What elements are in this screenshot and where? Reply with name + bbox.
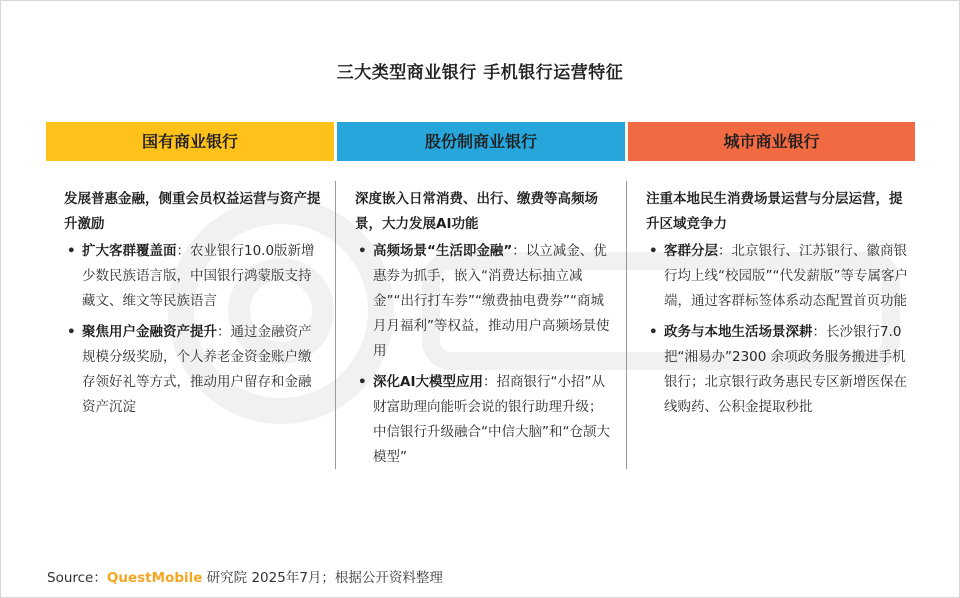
column-lead: 发展普惠金融，侧重会员权益运营与资产提升激励	[64, 191, 321, 232]
bullet-text: ：北京银行、江苏银行、徽商银行均上线“校园版”“代发薪版”等专属客户端，通过客群标签体系动态配置首页功能	[664, 243, 908, 309]
column-lead: 深度嵌入日常消费、出行、缴费等高频场景，大力发展AI功能	[355, 191, 598, 232]
bullet-keyword: 聚焦用户金融资产提升	[82, 324, 217, 340]
column-city-banks	[646, 187, 908, 426]
bullet-dot-icon: •	[358, 243, 367, 259]
column-divider	[335, 181, 336, 469]
bullet-list	[355, 239, 613, 470]
column-header-city-banks: 城市商业银行	[628, 122, 915, 161]
list-item	[646, 239, 908, 314]
bullet-keyword: 深化AI大模型应用	[373, 374, 483, 390]
column-state-banks	[64, 187, 322, 426]
column-lead: 注重本地民生消费场景运营与分层运营，提升区域竞争力	[646, 191, 903, 232]
list-item	[355, 239, 613, 364]
source-text: 研究院 2025年7月；根据公开资料整理	[202, 570, 443, 586]
bullet-text: ：招商银行“小招”从财富助理向能听会说的银行助理升级；中信银行升级融合“中信大脑”和“仓颉大模型”	[373, 374, 610, 465]
bullet-dot-icon: •	[67, 243, 76, 259]
source-label: Source：	[47, 570, 107, 586]
page-title: 三大类型商业银行 手机银行运营特征	[336, 63, 624, 83]
column-joint-stock-banks	[355, 187, 613, 476]
source-brand: QuestMobile	[106, 570, 203, 586]
bullet-text: ：通过金融资产规模分级奖励，个人养老金资金账户缴存领好礼等方式，推动用户留存和金融资产沉淀	[82, 324, 312, 415]
bullet-dot-icon: •	[649, 243, 658, 259]
bullet-keyword: 高频场景“生活即金融”	[373, 243, 513, 259]
source-note	[47, 566, 443, 586]
list-item	[646, 320, 908, 420]
bullet-dot-icon: •	[358, 374, 367, 390]
list-item	[64, 239, 322, 314]
bullet-list	[646, 239, 908, 420]
bullet-keyword: 扩大客群覆盖面	[82, 243, 177, 259]
list-item	[64, 320, 322, 420]
column-header-state-banks: 国有商业银行	[46, 122, 334, 161]
list-item	[355, 370, 613, 470]
bullet-dot-icon: •	[649, 324, 658, 340]
bullet-list	[64, 239, 322, 420]
bullet-dot-icon: •	[67, 324, 76, 340]
bullet-keyword: 客群分层	[664, 243, 718, 259]
bullet-text: ：农业银行10.0版新增少数民族语言版，中国银行鸿蒙版支持藏文、维文等民族语言	[82, 243, 315, 309]
bullet-text: ：长沙银行7.0把“湘易办”2300 余项政务服务搬进手机银行；北京银行政务惠民专区新增医保在线购药、公积金提取秒批	[664, 324, 907, 415]
bullet-text: ：以立减金、优惠券为抓手，嵌入“消费达标抽立减金”“出行打车券”“缴费抽电费券”“商城月月福利”等权益，推动用户高频场景使用	[373, 243, 610, 359]
column-header-joint-stock-banks: 股份制商业银行	[337, 122, 625, 161]
bullet-keyword: 政务与本地生活场景深耕	[664, 324, 813, 340]
column-divider	[626, 181, 627, 469]
